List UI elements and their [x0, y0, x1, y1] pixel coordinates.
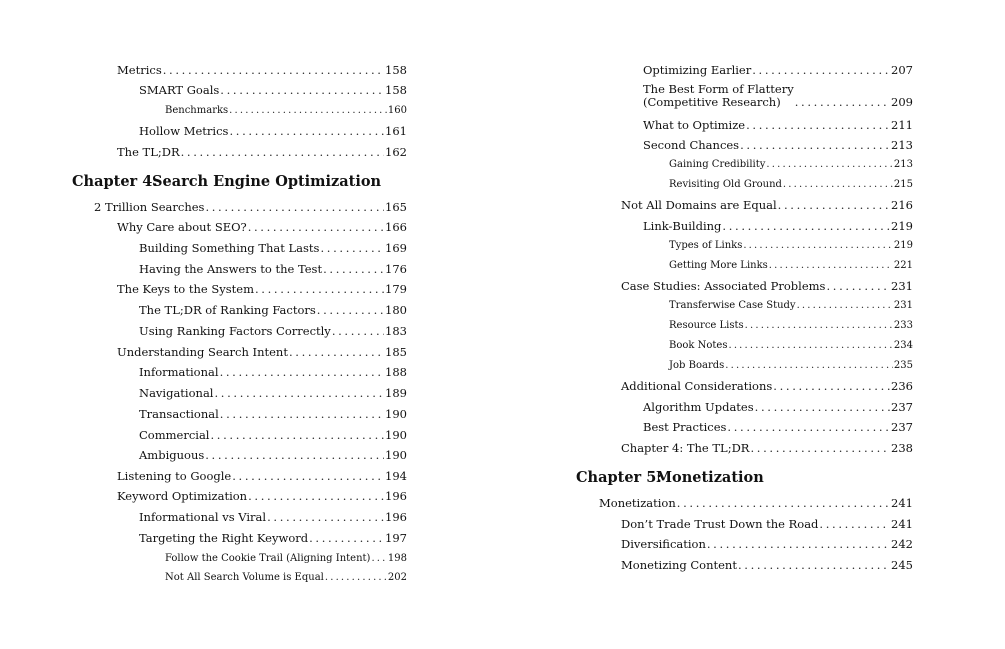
toc-entry-page: 215 — [893, 179, 913, 190]
dot-leader — [752, 63, 890, 77]
toc-entry-title: Chapter 4: The TL;DR — [621, 441, 750, 455]
toc-entry-title: Ambiguous — [139, 448, 205, 462]
toc-entry-title: The TL;DR — [117, 145, 180, 159]
toc-entry[interactable] — [621, 198, 913, 212]
toc-entry-page: 242 — [891, 537, 913, 551]
toc-entry-title: Using Ranking Factors Correctly — [139, 324, 331, 338]
toc-entry-title-line1: The Best Form of Flattery — [643, 82, 794, 96]
toc-entry-title: Keyword Optimization — [117, 489, 248, 503]
toc-entry[interactable] — [139, 303, 407, 317]
toc-entry[interactable] — [621, 279, 913, 293]
toc-entry-page: 197 — [385, 531, 407, 545]
toc-entry-page: 237 — [891, 400, 913, 414]
toc-entry-page: 209 — [891, 95, 913, 109]
toc-entry[interactable] — [165, 552, 407, 566]
dot-leader — [677, 496, 890, 510]
toc-entry-page: 169 — [385, 241, 407, 255]
toc-entry-title: Getting More Links — [669, 260, 768, 271]
toc-entry-title: Benchmarks — [165, 105, 229, 116]
dot-leader — [332, 324, 384, 338]
toc-entry-page: 161 — [385, 124, 407, 138]
dot-leader — [211, 428, 385, 442]
toc-entry[interactable] — [139, 365, 407, 379]
toc-entry-page: 234 — [893, 340, 913, 351]
toc-entry[interactable] — [643, 118, 913, 132]
dot-leader — [323, 262, 384, 276]
toc-entry-page: 202 — [387, 572, 407, 583]
toc-entry[interactable] — [117, 282, 407, 296]
toc-entry-title: What to Optimize — [643, 118, 746, 132]
toc-entry[interactable] — [117, 63, 407, 77]
toc-entry-title: Targeting the Right Keyword — [139, 531, 309, 545]
toc-entry-title: Diversification — [621, 537, 706, 551]
toc-entry-page: 158 — [385, 63, 407, 77]
toc-entry[interactable] — [117, 220, 407, 234]
toc-entry-page: 233 — [893, 320, 913, 331]
toc-entry-title: Link-Building — [643, 219, 722, 233]
dot-leader — [255, 282, 384, 296]
toc-entry-title: The TL;DR of Ranking Factors — [139, 303, 316, 317]
dot-leader — [738, 558, 890, 572]
toc-entry-page: 190 — [385, 407, 407, 421]
toc-entry-title: Transactional — [139, 407, 219, 421]
chapter-number: Chapter 5: — [576, 469, 662, 486]
toc-entry-page: 245 — [891, 558, 913, 572]
toc-entry-page: 196 — [385, 510, 407, 524]
toc-entry[interactable] — [621, 441, 913, 455]
left-page — [0, 0, 500, 649]
toc-entry[interactable] — [139, 324, 407, 338]
toc-entry-page: 183 — [385, 324, 407, 338]
toc-entry-title: Second Chances — [643, 138, 740, 152]
toc-entry[interactable] — [117, 469, 407, 483]
dot-leader — [819, 517, 890, 531]
toc-entry-page: 165 — [385, 200, 407, 214]
toc-entry[interactable] — [139, 124, 407, 138]
dot-leader — [795, 95, 890, 109]
dot-leader — [773, 379, 890, 393]
dot-leader — [181, 145, 384, 159]
toc-entry-page: 237 — [891, 420, 913, 434]
toc-entry-page: 238 — [891, 441, 913, 455]
toc-entry[interactable] — [117, 345, 407, 359]
toc-entry[interactable] — [669, 339, 913, 353]
toc-entry[interactable] — [165, 571, 407, 585]
toc-entry[interactable] — [139, 386, 407, 400]
toc-entry-title: Case Studies: Associated Problems — [621, 279, 826, 293]
dot-leader — [371, 552, 386, 566]
dot-leader — [743, 239, 893, 253]
dot-leader — [309, 531, 384, 545]
toc-entry[interactable] — [669, 178, 913, 192]
toc-entry[interactable] — [621, 379, 913, 393]
toc-entry-title: Having the Answers to the Test — [139, 262, 323, 276]
toc-entry-title: Informational — [139, 365, 219, 379]
toc-entry[interactable] — [165, 104, 407, 118]
dot-leader — [325, 571, 387, 585]
toc-entry-title: Understanding Search Intent — [117, 345, 288, 359]
chapter-title: Monetization — [656, 469, 764, 486]
toc-entry[interactable] — [643, 63, 913, 77]
dot-leader — [163, 63, 384, 77]
toc-entry-page: 196 — [385, 489, 407, 503]
toc-entry-title: SMART Goals — [139, 83, 220, 97]
toc-entry[interactable] — [669, 239, 913, 253]
toc-entry[interactable] — [669, 359, 913, 373]
toc-entry-page: 213 — [891, 138, 913, 152]
toc-entry[interactable] — [669, 319, 913, 333]
dot-leader — [289, 345, 384, 359]
toc-entry-title: Commercial — [139, 428, 210, 442]
toc-entry-page: 185 — [385, 345, 407, 359]
toc-entry-title: Resource Lists — [669, 320, 744, 331]
toc-entry-title-line2: (Competitive Research) — [643, 95, 781, 109]
toc-entry-page: 180 — [385, 303, 407, 317]
dot-leader — [229, 124, 384, 138]
toc-entry-page: 190 — [385, 428, 407, 442]
toc-entry-title: Listening to Google — [117, 469, 232, 483]
toc-entry-title — [643, 83, 794, 109]
toc-entry-title: Why Care about SEO? — [117, 220, 247, 234]
toc-entry-page: 188 — [385, 365, 407, 379]
dot-leader — [220, 407, 384, 421]
dot-leader — [769, 259, 893, 273]
toc-entry[interactable] — [117, 489, 407, 503]
toc-entry-title: Metrics — [117, 63, 162, 77]
toc-entry-page: 194 — [385, 469, 407, 483]
toc-entry-title: Building Something That Lasts — [139, 241, 320, 255]
toc-entry-title: Hollow Metrics — [139, 124, 229, 138]
toc-entry-title: 2 Trillion Searches — [94, 200, 205, 214]
dot-leader — [746, 118, 890, 132]
toc-entry-title: Additional Considerations — [621, 379, 773, 393]
toc-entry-page: 211 — [891, 118, 913, 132]
toc-entry[interactable] — [139, 510, 407, 524]
toc-entry-page: 219 — [893, 240, 913, 251]
toc-entry-title: Not All Domains are Equal — [621, 198, 777, 212]
toc-entry-title: Job Boards — [669, 360, 725, 371]
dot-leader — [220, 365, 384, 379]
dot-leader — [220, 83, 384, 97]
toc-entry-page: 213 — [893, 159, 913, 170]
toc-entry-page: 166 — [385, 220, 407, 234]
toc-entry[interactable] — [139, 262, 407, 276]
dot-leader — [778, 198, 890, 212]
toc-entry-title: Monetizing Content — [621, 558, 737, 572]
toc-entry[interactable] — [621, 558, 913, 572]
toc-entry-title: Navigational — [139, 386, 214, 400]
toc-entry-title: Algorithm Updates — [643, 400, 754, 414]
toc-entry-page: 231 — [893, 300, 913, 311]
toc-entry[interactable] — [643, 420, 913, 434]
dot-leader — [740, 138, 890, 152]
toc-entry[interactable] — [669, 158, 913, 172]
toc-entry-title: Optimizing Earlier — [643, 63, 752, 77]
toc-entry-page: 189 — [385, 386, 407, 400]
toc-entry[interactable] — [139, 241, 407, 255]
toc-entry[interactable] — [139, 83, 407, 97]
dot-leader — [797, 299, 893, 313]
dot-leader — [248, 489, 384, 503]
toc-entry[interactable] — [643, 83, 913, 109]
dot-leader — [755, 400, 890, 414]
toc-entry-title: Informational vs Viral — [139, 510, 267, 524]
toc-entry[interactable] — [139, 428, 407, 442]
toc-entry-title: Revisiting Old Ground — [669, 179, 782, 190]
dot-leader — [722, 219, 890, 233]
dot-leader — [707, 537, 890, 551]
dot-leader — [317, 303, 384, 317]
toc-entry[interactable] — [669, 299, 913, 313]
toc-entry-title: Monetization — [599, 496, 676, 510]
toc-entry-title: Best Practices — [643, 420, 727, 434]
dot-leader — [205, 200, 384, 214]
toc-entry-page: 160 — [387, 105, 407, 116]
dot-leader — [267, 510, 384, 524]
toc-entry-title: Follow the Cookie Trail (Aligning Intent) — [165, 553, 371, 564]
dot-leader — [766, 158, 892, 172]
toc-entry-page: 179 — [385, 282, 407, 296]
dot-leader — [248, 220, 384, 234]
toc-entry-page: 207 — [891, 63, 913, 77]
dot-leader — [750, 441, 890, 455]
chapter-heading[interactable] — [72, 173, 381, 190]
toc-entry[interactable] — [643, 138, 913, 152]
dot-leader — [745, 319, 893, 333]
toc-entry-title: Types of Links — [669, 240, 743, 251]
dot-leader — [826, 279, 890, 293]
right-page — [502, 0, 1005, 649]
toc-entry-page: 216 — [891, 198, 913, 212]
toc-entry-page: 176 — [385, 262, 407, 276]
toc-entry[interactable] — [117, 145, 407, 159]
toc-entry-page: 235 — [893, 360, 913, 371]
toc-entry-page: 241 — [891, 517, 913, 531]
toc-entry-title: Book Notes — [669, 340, 728, 351]
dot-leader — [214, 386, 384, 400]
toc-entry-page: 219 — [891, 219, 913, 233]
toc-entry[interactable] — [643, 219, 913, 233]
toc-entry-page: 158 — [385, 83, 407, 97]
chapter-number: Chapter 4: — [72, 173, 158, 190]
dot-leader — [725, 359, 893, 373]
dot-leader — [783, 178, 893, 192]
toc-entry-page: 198 — [387, 553, 407, 564]
toc-entry[interactable] — [139, 448, 407, 462]
toc-entry[interactable] — [669, 259, 913, 273]
dot-leader — [320, 241, 384, 255]
toc-entry[interactable] — [643, 400, 913, 414]
toc-entry-title: Don’t Trade Trust Down the Road — [621, 517, 819, 531]
dot-leader — [728, 339, 892, 353]
toc-entry[interactable] — [139, 407, 407, 421]
chapter-heading[interactable] — [576, 469, 764, 486]
toc-entry[interactable] — [621, 517, 913, 531]
toc-entry-page: 221 — [893, 260, 913, 271]
toc-entry-title: The Keys to the System — [117, 282, 254, 296]
dot-leader — [229, 104, 387, 118]
toc-entry-page: 236 — [891, 379, 913, 393]
toc-entry-title: Gaining Credibility — [669, 159, 766, 170]
toc-entry[interactable] — [599, 496, 913, 510]
toc-entry[interactable] — [139, 531, 407, 545]
toc-entry-page: 241 — [891, 496, 913, 510]
toc-entry-page: 231 — [891, 279, 913, 293]
toc-entry[interactable] — [621, 537, 913, 551]
toc-entry-title: Transferwise Case Study — [669, 300, 796, 311]
dot-leader — [727, 420, 890, 434]
dot-leader — [205, 448, 384, 462]
toc-entry-page: 162 — [385, 145, 407, 159]
toc-entry[interactable] — [94, 200, 407, 214]
toc-entry-title: Not All Search Volume is Equal — [165, 572, 324, 583]
toc-entry-page: 190 — [385, 448, 407, 462]
dot-leader — [232, 469, 384, 483]
chapter-title: Search Engine Optimization — [152, 173, 382, 190]
